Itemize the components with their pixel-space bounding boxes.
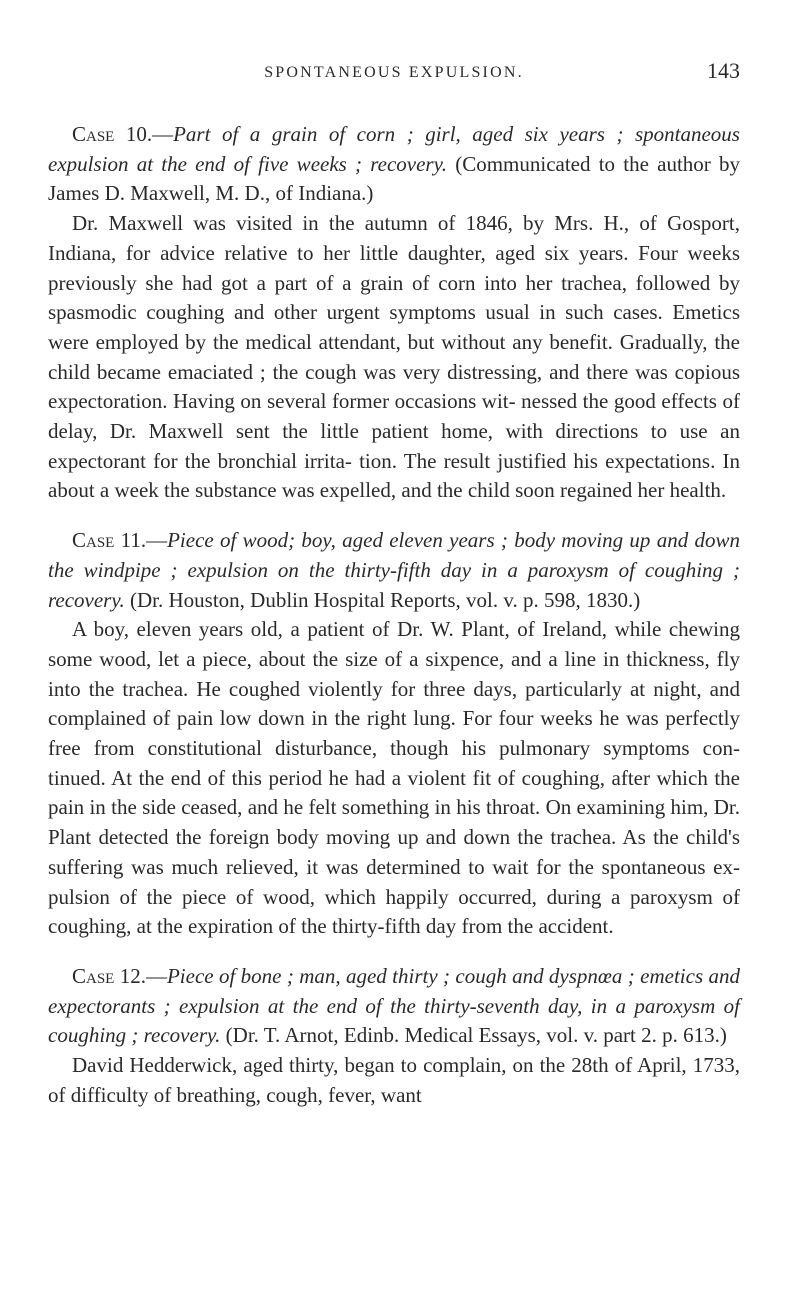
case-label: Case 11. — [72, 528, 147, 553]
case-heading — [48, 526, 740, 615]
case-citation: (Dr. T. Arnot, Edinb. Medical Essays, vol. v. part 2. p. 613.) — [220, 1023, 727, 1048]
case-10 — [48, 120, 740, 506]
case-dash: — — [145, 963, 167, 988]
case-citation: (Communicated to the author by James D. Maxwell, M. D., of Indiana.) — [48, 151, 740, 206]
case-body: A boy, eleven years old, a patient of Dr. W. Plant, of Ireland, while chewing some wood, let a piece, about the size of a sixpence, and a line in thickness, fly into the trachea. He coughed violently for three days, particularly at night, and complained of pain low down in the right lung. For four weeks he was perfectly free from constitutional disturbance, though his pulmonary symptoms con- tinued. At the end of this period he had a violent fit of coughing, after which the pain in the side ceased, and he felt something in his throat. On examining him, Dr. Plant detected the foreign body moving up and down the trachea. As the child's suffering was much relieved, it was determined to wait for the spontaneous ex- pulsion of the piece of wood, which happily occurred, during a paroxysm of coughing, at the expiration of the thirty-fifth day from the accident. — [48, 617, 740, 939]
case-title: Part of a grain of corn ; girl, aged six years ; spontaneous expulsion at the end of five weeks ; recovery. — [48, 122, 740, 176]
running-head — [48, 54, 740, 100]
case-heading — [48, 120, 740, 209]
case-title: Piece of wood; boy, aged eleven years ; body moving up and down the windpipe ; expulsion on the thirty-fifth day in a paroxysm of coughing ; recovery. — [48, 528, 740, 612]
case-11 — [48, 526, 740, 942]
running-title: SPONTANEOUS EXPULSION. — [264, 64, 524, 81]
case-12 — [48, 962, 740, 1111]
case-label: Case 10. — [72, 122, 153, 146]
case-dash: — — [146, 528, 168, 553]
case-label: Case 12. — [72, 963, 146, 988]
page-number: 143 — [707, 58, 740, 83]
case-heading — [48, 962, 740, 1051]
case-body: Dr. Maxwell was visited in the autumn of 1846, by Mrs. H., of Gosport, Indiana, for advice relative to her little daughter, aged six years. Four weeks previously she had got a part of a grain of corn into her trachea, followed by spasmodic coughing and other urgent symptoms usual in such cases. Emetics were employed by the medical attendant, but without any benefit. Gradually, the child became emaciated ; the cough was very distressing, and there was copious expectoration. Having on several former occasions wit- nessed the good effects of delay, Dr. Maxwell sent the little patient home, with directions to use an expectorant for the bronchial irrita- tion. The result justified his expectations. In about a week the substance was expelled, and the child soon regained her health. — [48, 211, 740, 503]
case-dash: — — [152, 122, 174, 146]
case-citation: (Dr. Houston, Dublin Hospital Reports, vol. v. p. 598, 1830.) — [124, 587, 641, 612]
case-body: David Hedderwick, aged thirty, began to complain, on the 28th of April, 1733, of difficulty of breathing, cough, fever, want — [48, 1053, 740, 1107]
case-title: Piece of bone ; man, aged thirty ; cough and dyspnœa ; emetics and expectorants ; expulsion at the end of the thirty-seventh day, in a paroxysm of coughing ; recovery. — [48, 963, 740, 1048]
